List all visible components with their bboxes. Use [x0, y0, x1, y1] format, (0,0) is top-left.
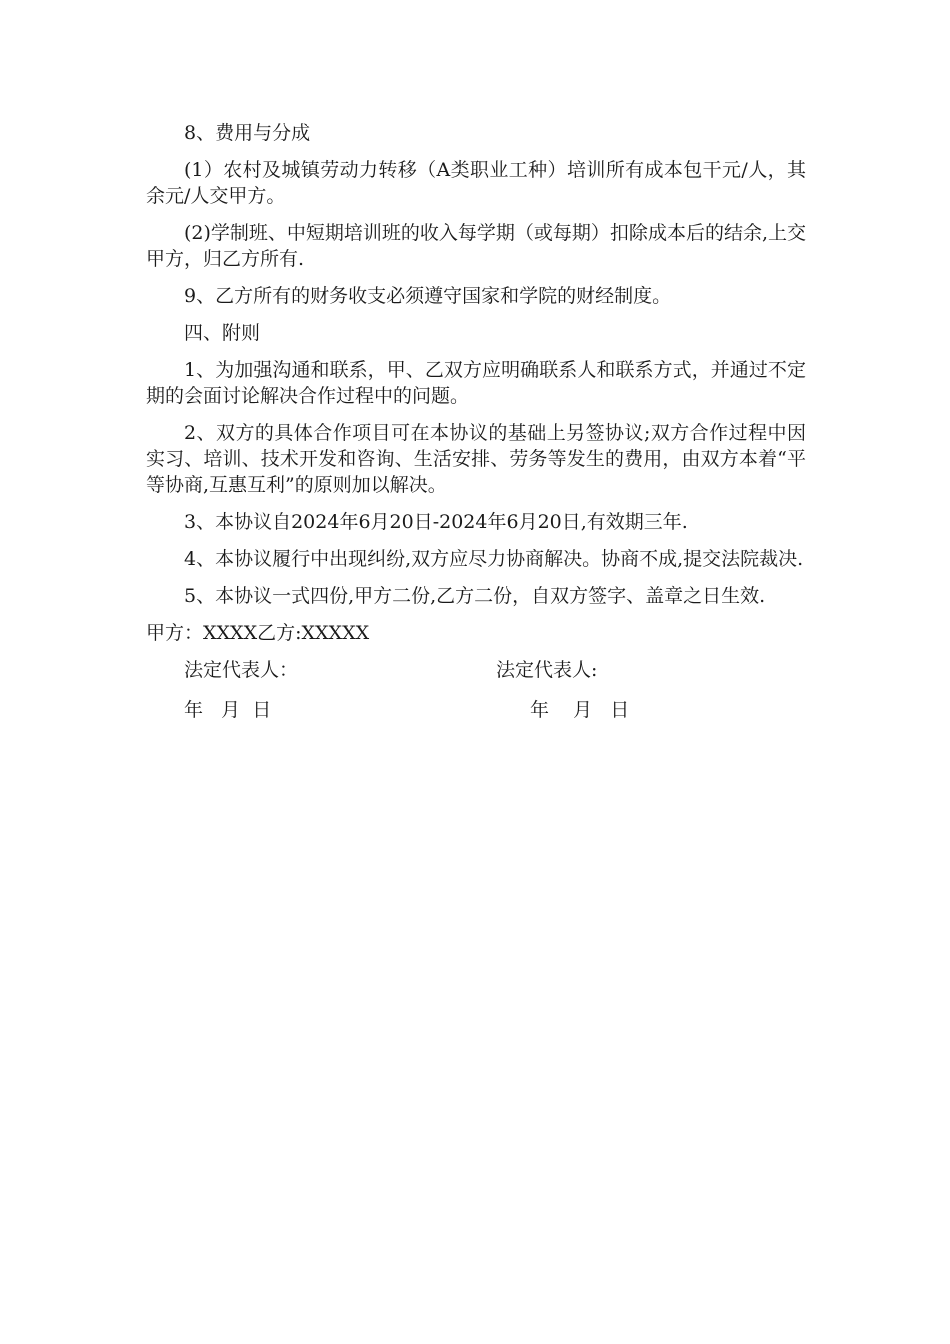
parties-line: 甲方：XXXX乙方:XXXXX: [146, 622, 370, 644]
section-heading-appendix: 四、附则: [184, 322, 261, 344]
section-heading-fees: 8、费用与分成: [184, 122, 311, 144]
party-b-representative-label: 法定代表人:: [496, 659, 598, 681]
party-b-date: 年 月 日: [530, 699, 630, 721]
appendix-clause-4: 4、本协议履行中出现纠纷,双方应尽力协商解决。协商不成,提交法院裁决.: [184, 548, 804, 570]
document-page: [146, 120, 806, 737]
party-a-representative-label: 法定代表人：: [184, 659, 299, 681]
appendix-clause-2: 2、双方的具体合作项目可在本协议的基础上另签协议;双方合作过程中因实习、培训、技术开发和咨询、生活安排、劳务等发生的费用，由双方本着“平等协商,互惠互利”的原则加以解决。: [146, 422, 806, 496]
appendix-clause-5: 5、本协议一式四份,甲方二份,乙方二份，自双方签字、盖章之日生效.: [184, 585, 766, 607]
party-a-date: 年 月 日: [184, 699, 272, 721]
appendix-clause-1: 1、为加强沟通和联系，甲、乙双方应明确联系人和联系方式，并通过不定期的会面讨论解决合作过程中的问题。: [146, 359, 806, 407]
clause-rural-training-cost: (1）农村及城镇劳动力转移（A类职业工种）培训所有成本包干元/人，其余元/人交甲方。: [146, 159, 806, 207]
date-row: [146, 697, 806, 723]
appendix-clause-3: 3、本协议自2024年6月20日-2024年6月20日,有效期三年.: [184, 511, 688, 533]
clause-finance-rules: 9、乙方所有的财务收支必须遵守国家和学院的财经制度。: [184, 285, 672, 307]
clause-class-income: (2)学制班、中短期培训班的收入每学期（或每期）扣除成本后的结余,上交甲方，归乙方所有.: [146, 222, 806, 270]
representative-row: [146, 657, 806, 683]
